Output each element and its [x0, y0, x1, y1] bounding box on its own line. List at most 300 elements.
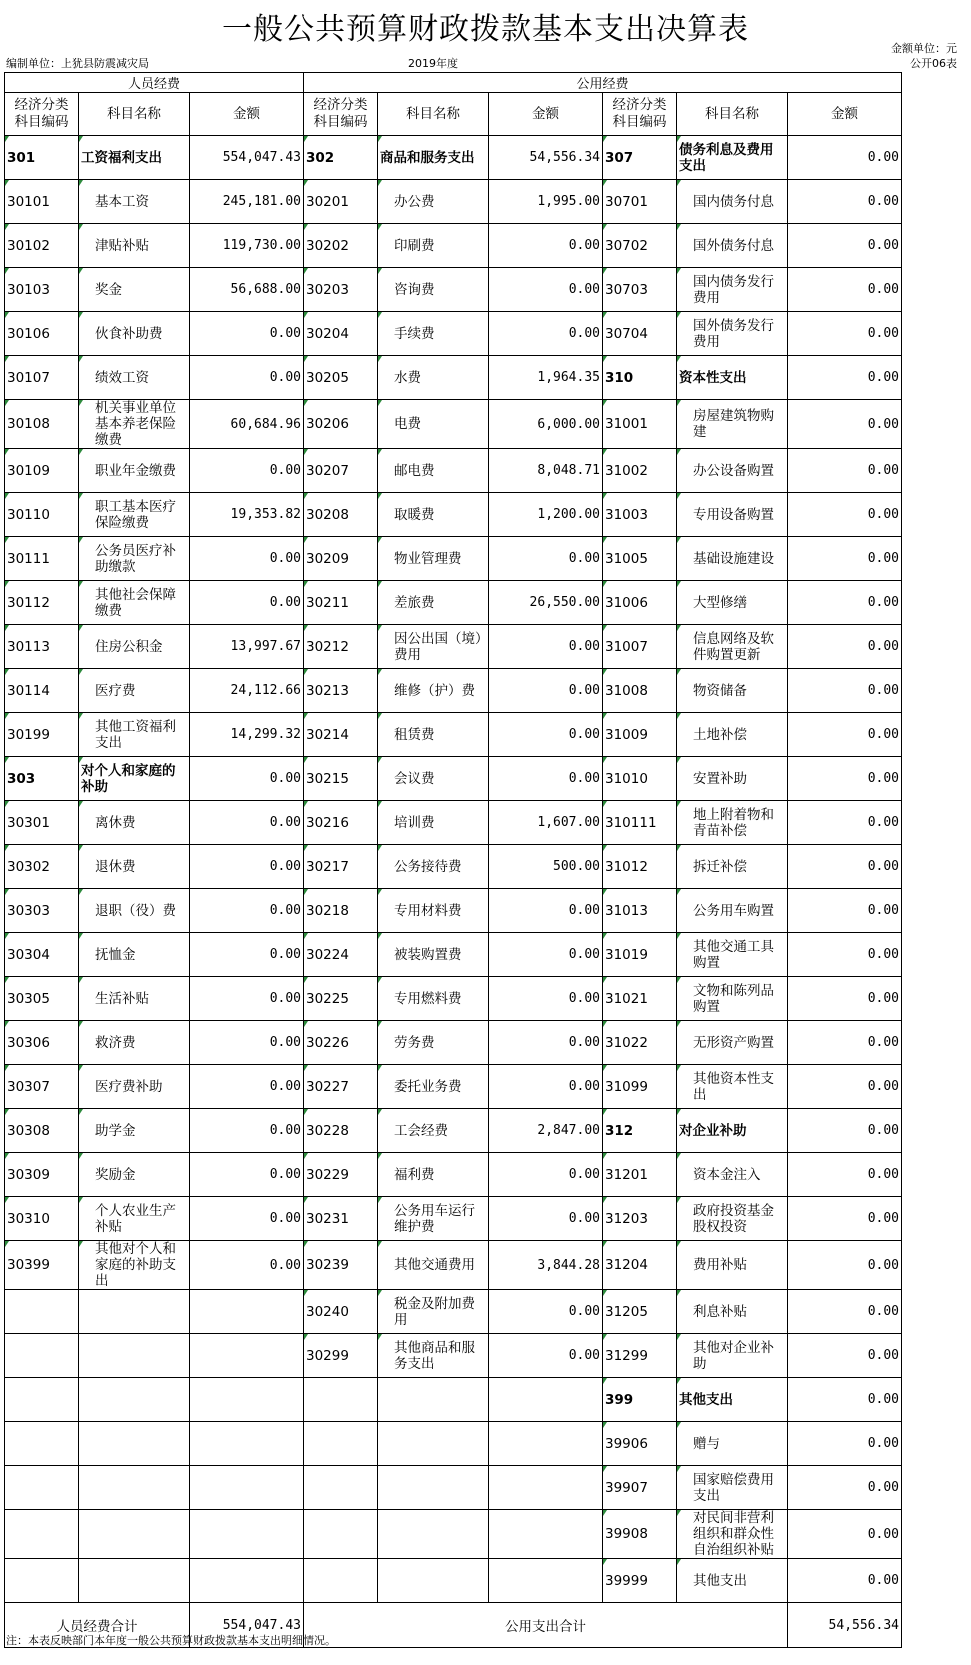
- cell-amount: 0.00: [489, 312, 603, 356]
- cell-code: 31201: [603, 1153, 677, 1197]
- cell-code: 30218: [304, 889, 378, 933]
- table-row: [5, 1510, 902, 1559]
- cell-name: 其他工资福利支出: [79, 713, 190, 757]
- cell-name: 土地补偿: [677, 713, 788, 757]
- cell-code: 30103: [5, 268, 79, 312]
- cell-amount: 0.00: [190, 1241, 304, 1290]
- table-row: [5, 625, 902, 669]
- cell-amount: [489, 1422, 603, 1466]
- cell-code: 30224: [304, 933, 378, 977]
- cell-name: 会议费: [378, 757, 489, 801]
- cell-amount: 0.00: [489, 1197, 603, 1241]
- cell-code: 30108: [5, 400, 79, 449]
- cell-code: [304, 1559, 378, 1603]
- cell-code: 30207: [304, 449, 378, 493]
- col-header-code: [5, 93, 79, 136]
- cell-name: [378, 1422, 489, 1466]
- personnel-total-label: 人员经费合计: [5, 1603, 190, 1648]
- cell-code: 30102: [5, 224, 79, 268]
- table-row: [5, 400, 902, 449]
- cell-name: 物业管理费: [378, 537, 489, 581]
- cell-code: 30214: [304, 713, 378, 757]
- cell-code: 30229: [304, 1153, 378, 1197]
- cell-amount: 0.00: [190, 757, 304, 801]
- personnel-header: 人员经费: [5, 73, 304, 93]
- table-row: [5, 1109, 902, 1153]
- col-header-code-line: 经济分类: [313, 97, 368, 113]
- cell-amount: 1,607.00: [489, 801, 603, 845]
- cell-name: 物资储备: [677, 669, 788, 713]
- expenditure-table: [4, 72, 902, 1648]
- footnote: 注：本表反映部门本年度一般公共预算财政拨款基本支出明细情况。: [6, 1634, 336, 1647]
- cell-name: 退职（役）费: [79, 889, 190, 933]
- cell-code: 31013: [603, 889, 677, 933]
- cell-name: 专用材料费: [378, 889, 489, 933]
- col-header-amount: 金额: [190, 93, 304, 136]
- cell-amount: 0.00: [788, 224, 902, 268]
- cell-amount: 0.00: [788, 1109, 902, 1153]
- cell-amount: 0.00: [190, 933, 304, 977]
- cell-amount: 0.00: [190, 1065, 304, 1109]
- cell-amount: 0.00: [788, 1197, 902, 1241]
- cell-code: 31007: [603, 625, 677, 669]
- cell-name: 电费: [378, 400, 489, 449]
- cell-code: 30215: [304, 757, 378, 801]
- cell-amount: 554,047.43: [190, 136, 304, 180]
- cell-name: 利息补贴: [677, 1290, 788, 1334]
- cell-amount: 0.00: [788, 400, 902, 449]
- cell-code: 30213: [304, 669, 378, 713]
- cell-name: 国家赔偿费用支出: [677, 1466, 788, 1510]
- cell-amount: 0.00: [788, 581, 902, 625]
- cell-amount: 0.00: [788, 1422, 902, 1466]
- cell-amount: 54,556.34: [489, 136, 603, 180]
- cell-name: 其他资本性支出: [677, 1065, 788, 1109]
- cell-amount: 0.00: [190, 1021, 304, 1065]
- col-header-amount: 金额: [489, 93, 603, 136]
- col-header-code: [603, 93, 677, 136]
- cell-name: 国内债务付息: [677, 180, 788, 224]
- cell-amount: 0.00: [489, 977, 603, 1021]
- cell-name: 基础设施建设: [677, 537, 788, 581]
- cell-amount: 0.00: [190, 537, 304, 581]
- cell-code: 30112: [5, 581, 79, 625]
- cell-name: 抚恤金: [79, 933, 190, 977]
- table-row: [5, 581, 902, 625]
- cell-name: 大型修缮: [677, 581, 788, 625]
- cell-code: 31204: [603, 1241, 677, 1290]
- cell-amount: [489, 1466, 603, 1510]
- cell-amount: 1,200.00: [489, 493, 603, 537]
- cell-name: 其他支出: [677, 1559, 788, 1603]
- cell-name: [79, 1466, 190, 1510]
- cell-code: [5, 1334, 79, 1378]
- cell-amount: 0.00: [788, 713, 902, 757]
- cell-amount: [190, 1378, 304, 1422]
- cell-name: 咨询费: [378, 268, 489, 312]
- cell-amount: 0.00: [788, 1466, 902, 1510]
- cell-code: [5, 1559, 79, 1603]
- table-row: [5, 1559, 902, 1603]
- cell-name: 其他商品和服务支出: [378, 1334, 489, 1378]
- cell-amount: 0.00: [489, 1290, 603, 1334]
- cell-code: 31003: [603, 493, 677, 537]
- cell-name: 福利费: [378, 1153, 489, 1197]
- cell-amount: 0.00: [489, 713, 603, 757]
- cell-code: 30225: [304, 977, 378, 1021]
- report-title: 一般公共预算财政拨款基本支出决算表: [222, 12, 749, 47]
- table-row: [5, 1065, 902, 1109]
- cell-name: [378, 1510, 489, 1559]
- cell-amount: 0.00: [489, 537, 603, 581]
- public-header: 公用经费: [304, 73, 902, 93]
- cell-code: [5, 1466, 79, 1510]
- cell-amount: [489, 1510, 603, 1559]
- cell-amount: 0.00: [190, 356, 304, 400]
- col-header-name: 科目名称: [378, 93, 489, 136]
- cell-code: [5, 1290, 79, 1334]
- cell-name: 奖励金: [79, 1153, 190, 1197]
- cell-name: 国内债务发行费用: [677, 268, 788, 312]
- cell-name: 医疗费补助: [79, 1065, 190, 1109]
- table-row: [5, 1466, 902, 1510]
- unit-note: 金额单位：元: [891, 42, 957, 55]
- cell-code: 30701: [603, 180, 677, 224]
- cell-code: 30216: [304, 801, 378, 845]
- table-row: [5, 449, 902, 493]
- cell-name: 职业年金缴费: [79, 449, 190, 493]
- cell-amount: 60,684.96: [190, 400, 304, 449]
- cell-name: 委托业务费: [378, 1065, 489, 1109]
- cell-code: 30204: [304, 312, 378, 356]
- cell-code: 30206: [304, 400, 378, 449]
- cell-code: [304, 1466, 378, 1510]
- cell-amount: [190, 1334, 304, 1378]
- cell-amount: 0.00: [489, 224, 603, 268]
- cell-amount: 245,181.00: [190, 180, 304, 224]
- cell-name: [378, 1466, 489, 1510]
- cell-amount: 0.00: [788, 845, 902, 889]
- cell-amount: 0.00: [788, 1334, 902, 1378]
- cell-name: 培训费: [378, 801, 489, 845]
- cell-amount: 0.00: [190, 312, 304, 356]
- cell-name: [378, 1559, 489, 1603]
- cell-name: 伙食补助费: [79, 312, 190, 356]
- col-header-code-line: 科目编码: [14, 114, 69, 130]
- col-header-code-line: 科目编码: [612, 114, 667, 130]
- cell-amount: 1,995.00: [489, 180, 603, 224]
- cell-amount: 0.00: [788, 1559, 902, 1603]
- cell-amount: 0.00: [788, 933, 902, 977]
- cell-code: 31010: [603, 757, 677, 801]
- cell-name: 工会经费: [378, 1109, 489, 1153]
- cell-code: [5, 1422, 79, 1466]
- cell-amount: [489, 1378, 603, 1422]
- cell-amount: 0.00: [788, 889, 902, 933]
- cell-amount: 0.00: [788, 136, 902, 180]
- cell-amount: 0.00: [489, 625, 603, 669]
- cell-amount: 3,844.28: [489, 1241, 603, 1290]
- cell-name: 专用设备购置: [677, 493, 788, 537]
- cell-name: 资本金注入: [677, 1153, 788, 1197]
- cell-code: 39907: [603, 1466, 677, 1510]
- cell-amount: 0.00: [788, 801, 902, 845]
- cell-amount: 500.00: [489, 845, 603, 889]
- table-row: [5, 493, 902, 537]
- cell-code: 30307: [5, 1065, 79, 1109]
- cell-code: 30111: [5, 537, 79, 581]
- cell-amount: 0.00: [489, 757, 603, 801]
- cell-amount: 0.00: [190, 449, 304, 493]
- cell-amount: 2,847.00: [489, 1109, 603, 1153]
- cell-name: [79, 1334, 190, 1378]
- cell-code: 30211: [304, 581, 378, 625]
- cell-name: 水费: [378, 356, 489, 400]
- cell-code: 30239: [304, 1241, 378, 1290]
- cell-code: 30240: [304, 1290, 378, 1334]
- cell-code: 31005: [603, 537, 677, 581]
- cell-amount: 0.00: [788, 268, 902, 312]
- cell-name: 退休费: [79, 845, 190, 889]
- cell-code: 30114: [5, 669, 79, 713]
- cell-amount: 0.00: [788, 1065, 902, 1109]
- table-row: [5, 224, 902, 268]
- table-row: [5, 801, 902, 845]
- table-row: [5, 1290, 902, 1334]
- cell-name: [79, 1290, 190, 1334]
- col-header-code-line: 经济分类: [612, 97, 667, 113]
- cell-code: 31001: [603, 400, 677, 449]
- cell-code: 31299: [603, 1334, 677, 1378]
- cell-code: 312: [603, 1109, 677, 1153]
- col-header-amount: 金额: [788, 93, 902, 136]
- cell-name: 机关事业单位基本养老保险缴费: [79, 400, 190, 449]
- cell-code: 30305: [5, 977, 79, 1021]
- cell-name: [79, 1510, 190, 1559]
- cell-name: 公务用车购置: [677, 889, 788, 933]
- cell-name: 绩效工资: [79, 356, 190, 400]
- cell-amount: 0.00: [190, 1109, 304, 1153]
- cell-name: 手续费: [378, 312, 489, 356]
- cell-code: 30227: [304, 1065, 378, 1109]
- cell-amount: 0.00: [788, 1510, 902, 1559]
- cell-code: [5, 1378, 79, 1422]
- table-row: [5, 933, 902, 977]
- cell-amount: [190, 1290, 304, 1334]
- table-row: [5, 268, 902, 312]
- table-row: [5, 136, 902, 180]
- report-year: 2019年度: [408, 57, 458, 70]
- cell-code: 31099: [603, 1065, 677, 1109]
- cell-amount: 119,730.00: [190, 224, 304, 268]
- cell-name: 其他社会保障缴费: [79, 581, 190, 625]
- cell-name: 信息网络及软件购置更新: [677, 625, 788, 669]
- cell-code: [304, 1422, 378, 1466]
- cell-amount: 13,997.67: [190, 625, 304, 669]
- cell-name: 其他对企业补助: [677, 1334, 788, 1378]
- cell-code: 30212: [304, 625, 378, 669]
- cell-amount: 0.00: [788, 625, 902, 669]
- cell-amount: 56,688.00: [190, 268, 304, 312]
- personnel-total-value: 554,047.43: [190, 1603, 304, 1648]
- cell-code: 31012: [603, 845, 677, 889]
- cell-name: 劳务费: [378, 1021, 489, 1065]
- cell-name: 被装购置费: [378, 933, 489, 977]
- cell-name: 房屋建筑物购建: [677, 400, 788, 449]
- cell-name: 政府投资基金股权投资: [677, 1197, 788, 1241]
- cell-code: [304, 1378, 378, 1422]
- cell-amount: 19,353.82: [190, 493, 304, 537]
- cell-amount: 0.00: [788, 493, 902, 537]
- cell-amount: [489, 1559, 603, 1603]
- cell-code: 310111: [603, 801, 677, 845]
- cell-name: 办公费: [378, 180, 489, 224]
- cell-code: 30106: [5, 312, 79, 356]
- cell-name: 其他支出: [677, 1378, 788, 1422]
- cell-amount: 1,964.35: [489, 356, 603, 400]
- cell-amount: 0.00: [788, 312, 902, 356]
- cell-name: 生活补贴: [79, 977, 190, 1021]
- cell-name: 公务员医疗补助缴款: [79, 537, 190, 581]
- cell-code: 303: [5, 757, 79, 801]
- cell-code: 30231: [304, 1197, 378, 1241]
- cell-code: 30304: [5, 933, 79, 977]
- cell-amount: 0.00: [489, 1334, 603, 1378]
- cell-code: 399: [603, 1378, 677, 1422]
- cell-code: 30202: [304, 224, 378, 268]
- cell-name: 税金及附加费用: [378, 1290, 489, 1334]
- cell-amount: [190, 1559, 304, 1603]
- cell-code: 31008: [603, 669, 677, 713]
- cell-name: 费用补贴: [677, 1241, 788, 1290]
- cell-code: 30205: [304, 356, 378, 400]
- cell-code: 302: [304, 136, 378, 180]
- cell-name: 其他交通工具购置: [677, 933, 788, 977]
- cell-code: 30110: [5, 493, 79, 537]
- cell-name: 赠与: [677, 1422, 788, 1466]
- cell-code: 30107: [5, 356, 79, 400]
- cell-code: 31006: [603, 581, 677, 625]
- cell-name: 印刷费: [378, 224, 489, 268]
- cell-amount: 0.00: [190, 801, 304, 845]
- cell-code: 30703: [603, 268, 677, 312]
- cell-amount: 0.00: [489, 1153, 603, 1197]
- table-row: [5, 713, 902, 757]
- table-row: [5, 356, 902, 400]
- cell-name: 离休费: [79, 801, 190, 845]
- cell-name: 国外债务付息: [677, 224, 788, 268]
- table-row: [5, 1153, 902, 1197]
- cell-amount: 0.00: [489, 1021, 603, 1065]
- cell-code: 30208: [304, 493, 378, 537]
- cell-code: 31019: [603, 933, 677, 977]
- cell-code: 30101: [5, 180, 79, 224]
- cell-name: 工资福利支出: [79, 136, 190, 180]
- cell-name: 奖金: [79, 268, 190, 312]
- cell-name: 基本工资: [79, 180, 190, 224]
- cell-name: 公务接待费: [378, 845, 489, 889]
- cell-code: 30399: [5, 1241, 79, 1290]
- cell-code: 39999: [603, 1559, 677, 1603]
- cell-name: 对个人和家庭的补助: [79, 757, 190, 801]
- cell-amount: 0.00: [788, 1290, 902, 1334]
- cell-code: 30201: [304, 180, 378, 224]
- cell-amount: 0.00: [190, 889, 304, 933]
- cell-amount: 0.00: [788, 537, 902, 581]
- cell-amount: 0.00: [190, 845, 304, 889]
- cell-amount: 0.00: [788, 180, 902, 224]
- cell-name: 因公出国（境）费用: [378, 625, 489, 669]
- table-row: [5, 669, 902, 713]
- cell-name: 邮电费: [378, 449, 489, 493]
- table-row: [5, 1197, 902, 1241]
- cell-name: 地上附着物和青苗补偿: [677, 801, 788, 845]
- cell-code: 30113: [5, 625, 79, 669]
- cell-name: 商品和服务支出: [378, 136, 489, 180]
- cell-code: 31002: [603, 449, 677, 493]
- table-row: [5, 1422, 902, 1466]
- cell-code: 30199: [5, 713, 79, 757]
- table-code: 公开06表: [910, 57, 957, 70]
- cell-name: 国外债务发行费用: [677, 312, 788, 356]
- cell-name: [79, 1559, 190, 1603]
- col-header-code-line: 经济分类: [14, 97, 69, 113]
- cell-code: [304, 1510, 378, 1559]
- cell-amount: 8,048.71: [489, 449, 603, 493]
- cell-code: 30309: [5, 1153, 79, 1197]
- cell-name: 住房公积金: [79, 625, 190, 669]
- cell-amount: 0.00: [788, 449, 902, 493]
- cell-name: 差旅费: [378, 581, 489, 625]
- cell-code: 30203: [304, 268, 378, 312]
- cell-code: 30109: [5, 449, 79, 493]
- cell-amount: 0.00: [788, 1021, 902, 1065]
- cell-amount: 0.00: [788, 757, 902, 801]
- cell-name: 助学金: [79, 1109, 190, 1153]
- cell-amount: 0.00: [190, 1197, 304, 1241]
- cell-name: [79, 1378, 190, 1422]
- table-row: [5, 757, 902, 801]
- cell-name: [378, 1378, 489, 1422]
- cell-name: 拆迁补偿: [677, 845, 788, 889]
- public-total-value: 54,556.34: [788, 1603, 902, 1648]
- cell-amount: 0.00: [489, 889, 603, 933]
- cell-code: 31203: [603, 1197, 677, 1241]
- cell-name: 职工基本医疗保险缴费: [79, 493, 190, 537]
- cell-code: [5, 1510, 79, 1559]
- cell-code: 30306: [5, 1021, 79, 1065]
- cell-name: 取暖费: [378, 493, 489, 537]
- cell-name: 维修（护）费: [378, 669, 489, 713]
- cell-code: 30228: [304, 1109, 378, 1153]
- cell-amount: 0.00: [489, 669, 603, 713]
- cell-name: 对企业补助: [677, 1109, 788, 1153]
- cell-amount: 0.00: [190, 977, 304, 1021]
- cell-code: 310: [603, 356, 677, 400]
- cell-code: 39906: [603, 1422, 677, 1466]
- cell-amount: 0.00: [788, 1378, 902, 1422]
- cell-code: 31022: [603, 1021, 677, 1065]
- cell-amount: 26,550.00: [489, 581, 603, 625]
- cell-amount: [190, 1510, 304, 1559]
- cell-name: 其他对个人和家庭的补助支出: [79, 1241, 190, 1290]
- cell-amount: 0.00: [788, 669, 902, 713]
- table-row: [5, 889, 902, 933]
- table-row: [5, 977, 902, 1021]
- cell-code: 30310: [5, 1197, 79, 1241]
- public-total-label: 公用支出合计: [304, 1603, 788, 1648]
- cell-code: 31021: [603, 977, 677, 1021]
